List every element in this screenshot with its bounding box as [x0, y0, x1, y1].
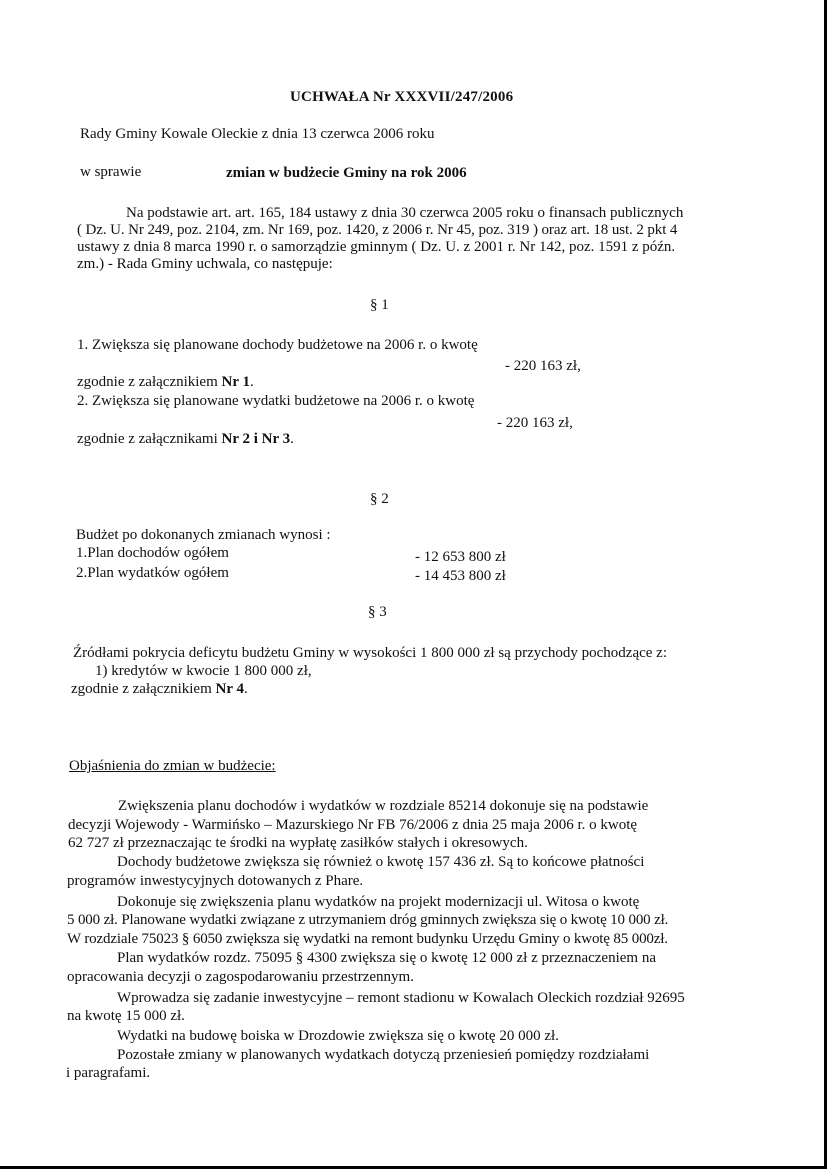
section-2-line-1-amount: - 12 653 800 zł — [415, 549, 506, 565]
section-2-intro: Budżet po dokonanych zmianach wynosi : — [76, 527, 331, 543]
section-1-mark: § 1 — [370, 297, 389, 313]
section-2-line-2-amount: - 14 453 800 zł — [415, 568, 506, 584]
preamble-line: ustawy z dnia 8 marca 1990 r. o samorządzie gminnym ( Dz. U. z 2001 r. Nr 142, poz. 1591 z późn. — [77, 239, 676, 255]
preamble-line: zm.) - Rada Gminy uchwala, co następuje: — [77, 256, 333, 272]
subject-text: zmian w budżecie Gminy na rok 2006 — [226, 165, 467, 181]
explanation-line: na kwotę 15 000 zł. — [67, 1008, 185, 1024]
council-date-line: Rady Gminy Kowale Oleckie z dnia 13 czerwca 2006 roku — [80, 126, 435, 142]
section-1-item-2-amount: - 220 163 zł, — [497, 415, 573, 431]
explanation-line: 62 727 zł przeznaczając te środki na wypłatę zasiłków stałych i okresowych. — [68, 835, 528, 851]
explanation-line: Plan wydatków rozdz. 75095 § 4300 zwiększa się o kwotę 12 000 zł z przeznaczeniem na — [117, 950, 656, 966]
explanation-line: Pozostałe zmiany w planowanych wydatkach dotyczą przeniesień pomiędzy rozdziałami — [117, 1047, 650, 1063]
explanation-line: programów inwestycyjnych dotowanych z Phare. — [67, 873, 364, 889]
explanation-line: W rozdziale 75023 § 6050 zwiększa się wydatki na remont budynku Urzędu Gminy o kwotę 85 000zł. — [67, 931, 668, 947]
section-1-item-1-amount: - 220 163 zł, — [505, 358, 581, 374]
section-3-line-2: 1) kredytów w kwocie 1 800 000 zł, — [95, 663, 312, 679]
explanation-line: decyzji Wojewody - Warmińsko – Mazurskiego Nr FB 76/2006 z dnia 25 maja 2006 r. o kwotę — [68, 817, 638, 833]
preamble-line: ( Dz. U. Nr 249, poz. 2104, zm. Nr 169, poz. 1420, z 2006 r. Nr 45, poz. 319 ) oraz art. 18 ust. 2 pkt 4 — [77, 222, 678, 238]
section-3-line-1: Źródłami pokrycia deficytu budżetu Gminy w wysokości 1 800 000 zł są przychody pochodzące z: — [73, 645, 668, 661]
explanation-line: Dokonuje się zwiększenia planu wydatków na projekt modernizacji ul. Witosa o kwotę — [117, 894, 640, 910]
section-2-line-2-label: 2.Plan wydatków ogółem — [76, 565, 229, 581]
section-1-item-2-reference: zgodnie z załącznikami Nr 2 i Nr 3. — [77, 431, 294, 447]
section-1-item-1-reference: zgodnie z załącznikiem Nr 1. — [77, 374, 254, 390]
explanation-line: i paragrafami. — [66, 1065, 151, 1081]
section-2-line-1-label: 1.Plan dochodów ogółem — [76, 545, 229, 561]
explanation-line: Zwiększenia planu dochodów i wydatków w rozdziale 85214 dokonuje się na podstawie — [118, 798, 649, 814]
explanation-line: opracowania decyzji o zagospodarowaniu przestrzennym. — [67, 969, 414, 985]
section-1-item-1: 1. Zwiększa się planowane dochody budżetowe na 2006 r. o kwotę — [77, 337, 478, 353]
explanation-line: 5 000 zł. Planowane wydatki związane z utrzymaniem dróg gminnych zwiększa się o kwotę 10 000 zł. — [67, 912, 669, 928]
section-3-line-3: zgodnie z załącznikiem Nr 4. — [71, 681, 248, 697]
resolution-title: UCHWAŁA Nr XXXVII/247/2006 — [290, 89, 514, 105]
explanation-line: Wydatki na budowę boiska w Drozdowie zwiększa się o kwotę 20 000 zł. — [117, 1028, 559, 1044]
section-2-mark: § 2 — [370, 491, 389, 507]
explanations-heading: Objaśnienia do zmian w budżecie: — [69, 758, 276, 774]
subject-label: w sprawie — [80, 164, 142, 180]
explanation-line: Dochody budżetowe zwiększa się również o kwotę 157 436 zł. Są to końcowe płatności — [117, 854, 645, 870]
explanation-line: Wprowadza się zadanie inwestycyjne – remont stadionu w Kowalach Oleckich rozdział 92695 — [117, 990, 685, 1006]
section-3-mark: § 3 — [368, 604, 387, 620]
section-1-item-2: 2. Zwiększa się planowane wydatki budżetowe na 2006 r. o kwotę — [77, 393, 475, 409]
preamble-line: Na podstawie art. art. 165, 184 ustawy z dnia 30 czerwca 2005 roku o finansach publicznych — [126, 205, 684, 221]
